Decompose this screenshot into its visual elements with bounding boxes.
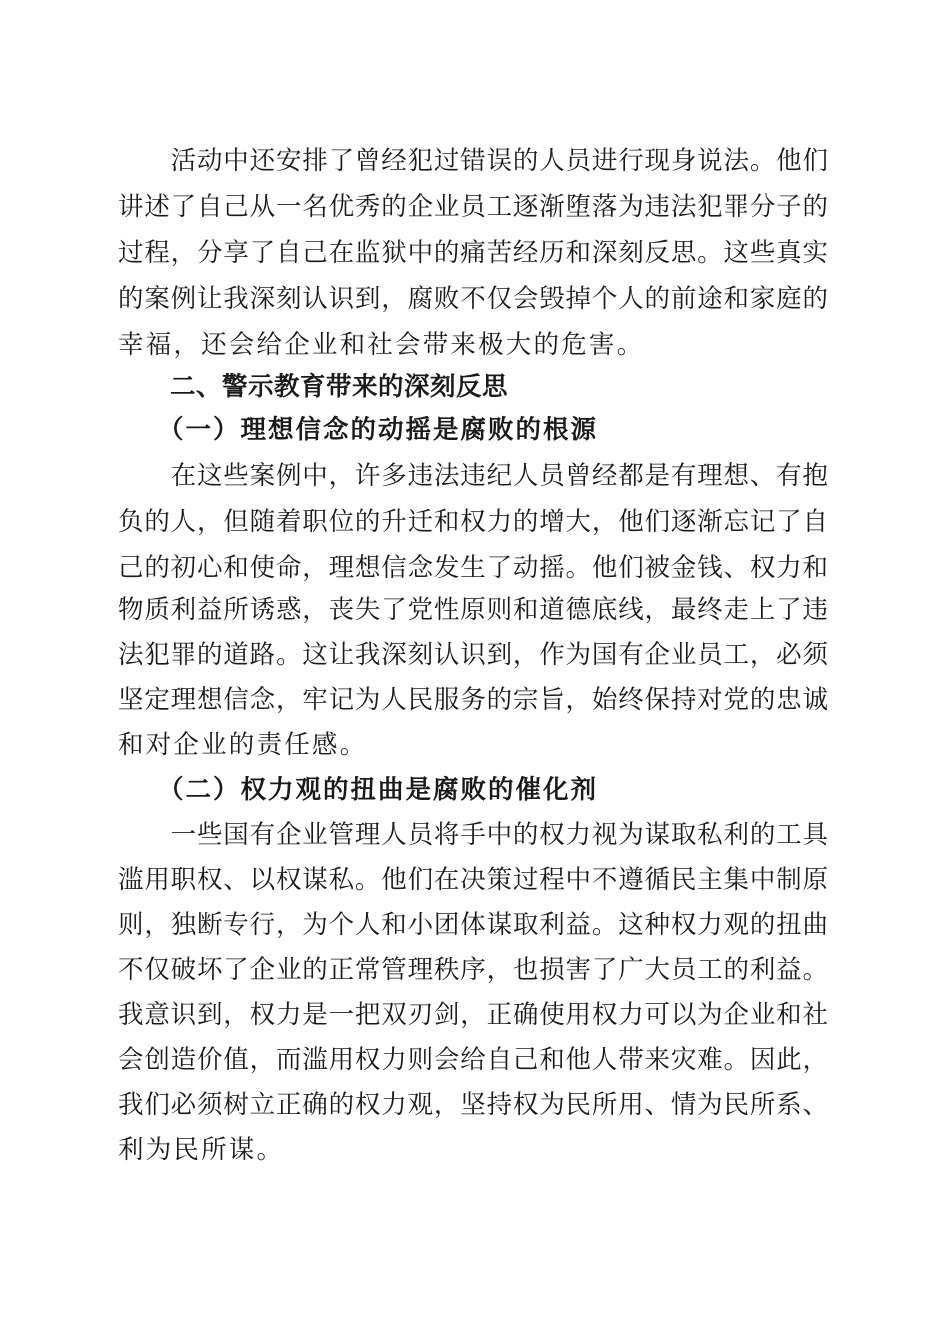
paragraph-1-line-3: 过程，分享了自己在监狱中的痛苦经历和深刻反思。这些真实: [118, 238, 828, 268]
paragraph-3-line-2: 滥用职权、以权谋私。他们在决策过程中不遵循民主集中制原: [118, 865, 828, 895]
paragraph-1-line-1: 活动中还安排了曾经犯过错误的人员进行现身说法。他们: [118, 146, 828, 176]
subsection-1-heading: （一）理想信念的动摇是腐败的根源: [158, 415, 599, 445]
paragraph-2-line-7: 和对企业的责任感。: [118, 730, 368, 760]
paragraph-3-line-6: 会创造价值，而滥用权力则会给自己和他人带来灾难。因此，: [118, 1045, 828, 1075]
paragraph-2-line-2: 负的人，但随着职位的升迁和权力的增大，他们逐渐忘记了自: [118, 507, 828, 537]
subsection-2-heading: （二）权力观的扭曲是腐败的催化剂: [158, 775, 599, 805]
paragraph-3-line-7: 我们必须树立正确的权力观，坚持权为民所用、情为民所系、: [118, 1090, 828, 1120]
paragraph-3-line-1: 一些国有企业管理人员将手中的权力视为谋取私利的工具: [118, 820, 828, 850]
paragraph-1-line-2: 讲述了自己从一名优秀的企业员工逐渐堕落为违法犯罪分子的: [118, 192, 828, 222]
paragraph-3-line-4: 不仅破坏了企业的正常管理秩序，也损害了广大员工的利益。: [118, 955, 828, 985]
paragraph-2-line-1: 在这些案例中，许多违法违纪人员曾经都是有理想、有抱: [118, 461, 828, 491]
paragraph-2-line-4: 物质利益所诱惑，丧失了党性原则和道德底线，最终走上了违: [118, 595, 828, 625]
paragraph-3-line-5: 我意识到，权力是一把双刃剑，正确使用权力可以为企业和社: [118, 1000, 828, 1030]
paragraph-1-line-5: 幸福，还会给企业和社会带来极大的危害。: [118, 330, 645, 360]
paragraph-2-line-3: 己的初心和使命，理想信念发生了动摇。他们被金钱、权力和: [118, 553, 828, 583]
paragraph-3-line-3: 则，独断专行，为个人和小团体谋取利益。这种权力观的扭曲: [118, 910, 828, 940]
paragraph-2-line-6: 坚定理想信念，牢记为人民服务的宗旨，始终保持对党的忠诚: [118, 685, 828, 715]
paragraph-2-line-5: 法犯罪的道路。这让我深刻认识到，作为国有企业员工，必须: [118, 640, 828, 670]
paragraph-3-line-8: 利为民所谋。: [118, 1135, 285, 1165]
paragraph-1-line-4: 的案例让我深刻认识到，腐败不仅会毁掉个人的前途和家庭的: [118, 284, 828, 314]
section-heading: 二、警示教育带来的深刻反思: [170, 372, 509, 402]
